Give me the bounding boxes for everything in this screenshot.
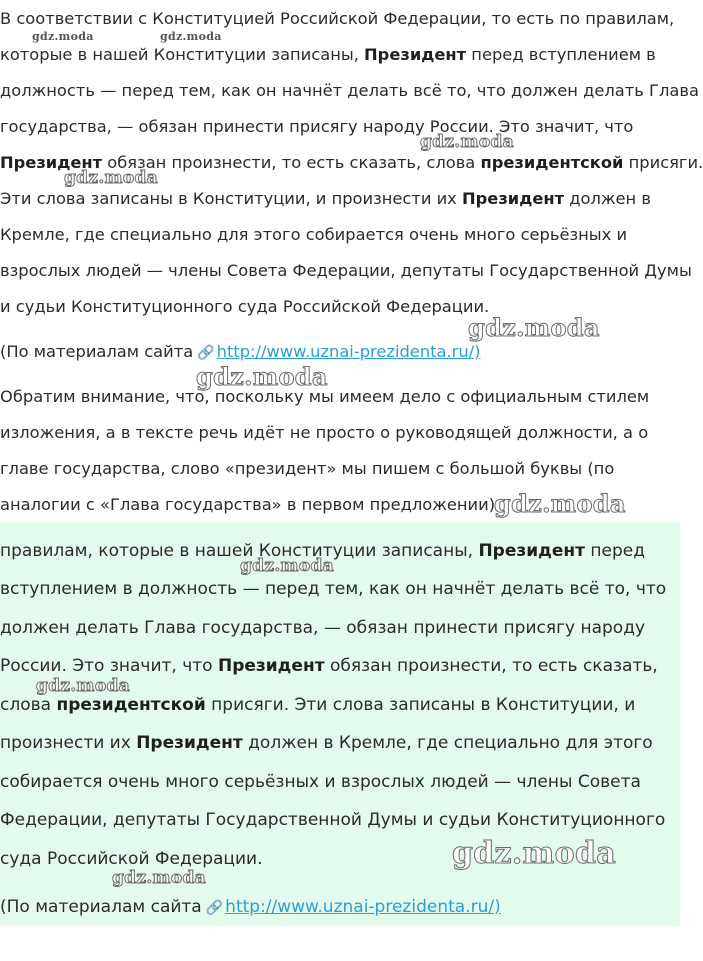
paragraph-line: взрослых людей — члены Совета Федерации, депутаты Государственной Думы (0, 261, 692, 280)
link-icon: 🔗 (205, 900, 224, 916)
watermark: gdz.moda (64, 168, 158, 188)
paragraph-line: России. Это значит, что Президент обязан произнести, то есть сказать, (0, 656, 658, 676)
note-line: главе государства, слово «президент» мы пишем с большой буквы (по (0, 459, 615, 478)
source-line: (По материалам сайта 🔗 http://www.uznai-prezidenta.ru/) (0, 897, 501, 917)
paragraph-line: которые в нашей Конституции записаны, Президент перед вступлением в (0, 45, 656, 64)
watermark: gdz.moda (112, 868, 206, 888)
paragraph-line: Президент обязан произнести, то есть сказать, слова президентской присяги. (0, 153, 703, 172)
watermark: gdz.moda (36, 676, 130, 696)
source-link[interactable]: http://www.uznai-prezidenta.ru/) (216, 342, 481, 361)
watermark: gdz.moda (468, 313, 600, 342)
source-link[interactable]: http://www.uznai-prezidenta.ru/) (225, 897, 501, 917)
paragraph-line: и судьи Конституционного суда Российской Федерации. (0, 297, 490, 316)
paragraph-line: должен делать Глава государства, — обязан принести присягу народу (0, 618, 646, 638)
paragraph-line: суда Российской Федерации. (0, 849, 263, 869)
paragraph-line: вступлением в должность — перед тем, как он начнёт делать всё то, что (0, 579, 667, 599)
watermark: gdz.moda (420, 132, 514, 152)
paragraph-line: правилам, которые в нашей Конституции записаны, Президент перед (0, 541, 645, 561)
paragraph-line: должность — перед тем, как он начнёт делать всё то, что должен делать Глава (0, 81, 699, 100)
source-line: (По материалам сайта 🔗 http://www.uznai-prezidenta.ru/) (0, 342, 481, 361)
paragraph-line: В соответствии с Конституцией Российской Федерации, то есть по правилам, (0, 9, 675, 28)
note-line: Обратим внимание, что, поскольку мы имеем дело с официальным стилем (0, 387, 650, 406)
paragraph-line: Федерации, депутаты Государственной Думы и судьи Конституционного (0, 810, 666, 830)
paragraph-line: Эти слова записаны в Конституции, и произнести их Президент должен в (0, 189, 651, 208)
paragraph-line: произнести их Президент должен в Кремле, где специально для этого (0, 733, 653, 753)
paragraph-line: государства, — обязан принести присягу народу России. Это значит, что (0, 117, 634, 136)
paragraph-line: Кремле, где специально для этого собирается очень много серьёзных и (0, 225, 628, 244)
watermark: gdz.moda (160, 30, 222, 43)
watermark: gdz.moda (452, 836, 617, 871)
watermark: gdz.moda (32, 30, 94, 43)
watermark: gdz.moda (494, 489, 626, 518)
watermark: gdz.moda (240, 556, 334, 576)
link-icon: 🔗 (197, 345, 215, 361)
paragraph-line: слова президентской присяги. Эти слова записаны в Конституции, и (0, 695, 636, 715)
paragraph-line: собирается очень много серьёзных и взрослых людей — члены Совета (0, 772, 641, 792)
note-line: аналогии с «Глава государства» в первом предложении). (0, 495, 501, 514)
note-line: изложения, а в тексте речь идёт не просто о руководящей должности, а о (0, 423, 649, 442)
watermark: gdz.moda (196, 362, 328, 391)
